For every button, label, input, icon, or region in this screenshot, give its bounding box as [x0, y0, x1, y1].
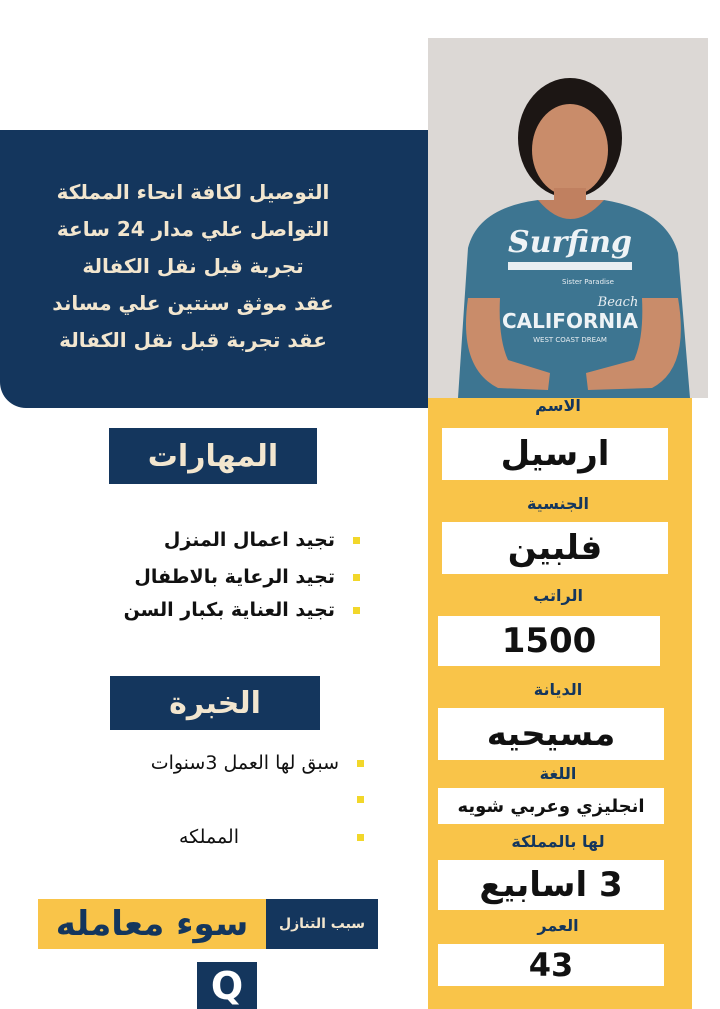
experience-heading: الخبرة [110, 676, 320, 730]
name-value: ارسيل [442, 428, 668, 480]
reason-value: سوء معامله [38, 899, 266, 949]
nationality-value: فلبين [442, 522, 668, 574]
info-line-5: عقد تجربة قبل نقل الكفالة [59, 328, 327, 352]
experience-item-2 [339, 796, 364, 803]
skill-text-3: تجيد العناية بكبار السن [123, 599, 335, 621]
skill-item-3 [124, 599, 360, 621]
bullet-icon [353, 537, 360, 544]
skill-text-1: تجيد اعمال المنزل [163, 529, 335, 551]
in-kingdom-value: 3 اسابيع [438, 860, 664, 910]
salary-label: الراتب [533, 586, 583, 605]
info-line-4: عقد موثق سنتين علي مساند [52, 291, 334, 315]
skill-text-2: تجيد الرعاية بالاطفال [134, 566, 335, 588]
experience-text-1: سبق لها العمل 3سنوات [150, 752, 339, 774]
language-value: انجليزي وعربي شويه [438, 788, 664, 824]
bullet-icon [357, 760, 364, 767]
shirt-text-4: CALIFORNIA [501, 309, 639, 333]
experience-text-3: المملكه [178, 826, 239, 848]
info-box [0, 130, 428, 408]
info-line-1: التوصيل لكافة انحاء المملكة [56, 180, 330, 204]
reason-label: سبب التنازل [266, 899, 378, 949]
bullet-icon [357, 796, 364, 803]
salary-value: 1500 [438, 616, 660, 666]
in-kingdom-label: لها بالمملكة [511, 832, 605, 851]
language-label: اللغة [539, 764, 577, 783]
name-label: الاسم [535, 396, 581, 415]
worker-photo-illustration [428, 38, 708, 398]
profile-panel [428, 398, 692, 1009]
nationality-label: الجنسية [526, 494, 590, 513]
skills-heading: المهارات [109, 428, 317, 484]
bullet-icon [353, 607, 360, 614]
religion-label: الديانة [533, 680, 583, 699]
worker-photo [428, 38, 708, 398]
reason-bar [38, 899, 378, 949]
q-badge: Q [197, 962, 257, 1009]
skill-item-1 [164, 529, 360, 551]
shirt-text-2: Sister Paradise [562, 278, 614, 286]
shirt-text-1: Surfing [508, 225, 632, 260]
bullet-icon [353, 574, 360, 581]
info-line-3: تجربة قبل نقل الكفالة [82, 254, 304, 278]
info-list [28, 174, 358, 359]
shirt-text-3: Beach [597, 295, 639, 310]
religion-value: مسيحيه [438, 708, 664, 760]
age-value: 43 [438, 944, 664, 986]
info-line-2: التواصل علي مدار 24 ساعة [56, 217, 330, 241]
experience-item-3 [179, 826, 364, 848]
age-label: العمر [537, 916, 579, 935]
shirt-text-5: WEST COAST DREAM [533, 336, 607, 344]
bullet-icon [357, 834, 364, 841]
experience-item-1 [151, 752, 364, 774]
skill-item-2 [134, 566, 360, 588]
